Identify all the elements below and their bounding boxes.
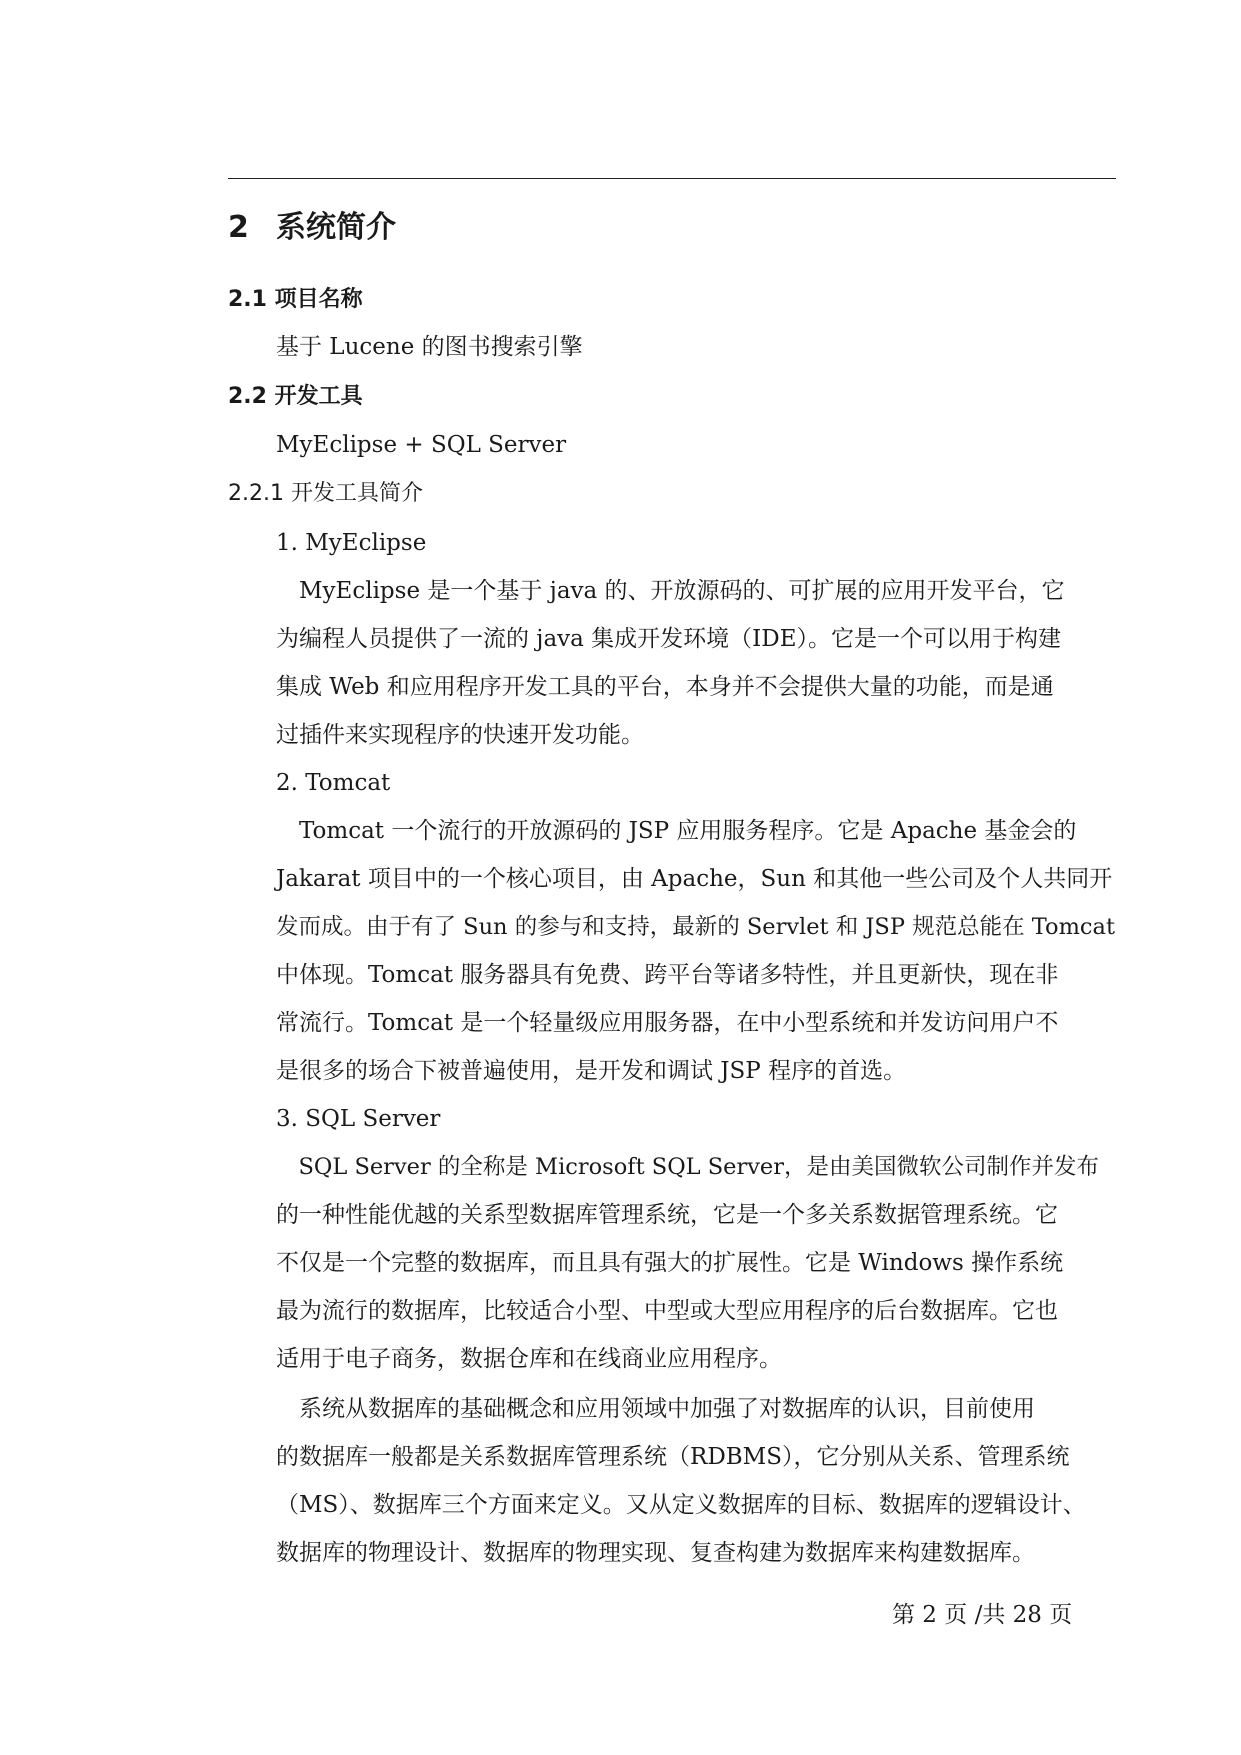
paragraph-line: 过插件来实现程序的快速开发功能。 <box>276 722 644 748</box>
paragraph-line: 为编程人员提供了一流的 java 集成开发环境（IDE）。它是一个可以用于构建 <box>276 626 1061 652</box>
item-title-sqlserver: 3. SQL Server <box>276 1106 441 1132</box>
paragraph-line: MyEclipse 是一个基于 java 的、开放源码的、可扩展的应用开发平台，它 <box>276 578 1065 604</box>
paragraph-line: 发而成。由于有了 Sun 的参与和支持，最新的 Servlet 和 JSP 规范总能在 Tomcat <box>276 914 1115 940</box>
paragraph-line: 不仅是一个完整的数据库，而且具有强大的扩展性。它是 Windows 操作系统 <box>276 1250 1064 1276</box>
paragraph-line: 最为流行的数据库，比较适合小型、中型或大型应用程序的后台数据库。它也 <box>276 1298 1058 1324</box>
section-heading <box>228 206 396 250</box>
item-title-tomcat: 2. Tomcat <box>276 770 391 796</box>
paragraph-line: 的数据库一般都是关系数据库管理系统（RDBMS），它分别从关系、管理系统 <box>276 1444 1070 1470</box>
paragraph-line: 的一种性能优越的关系型数据库管理系统，它是一个多关系数据管理系统。它 <box>276 1202 1058 1228</box>
paragraph-line: 中体现。Tomcat 服务器具有免费、跨平台等诸多特性，并且更新快，现在非 <box>276 962 1059 988</box>
subsection-heading-2-1: 2.1 项目名称 <box>228 287 363 312</box>
paragraph-line: （MS）、数据库三个方面来定义。又从定义数据库的目标、数据库的逻辑设计、 <box>276 1492 1086 1518</box>
header-rule <box>228 178 1116 179</box>
subsection-heading-2-2-1: 2.2.1 开发工具简介 <box>228 481 423 506</box>
paragraph-line: 适用于电子商务，数据仓库和在线商业应用程序。 <box>276 1346 782 1372</box>
paragraph-line: 集成 Web 和应用程序开发工具的平台，本身并不会提供大量的功能，而是通 <box>276 674 1054 700</box>
paragraph-line: Jakarat 项目中的一个核心项目，由 Apache，Sun 和其他一些公司及个人共同开 <box>276 866 1113 892</box>
subsection-heading-2-2: 2.2 开发工具 <box>228 384 363 409</box>
dev-tools-text: MyEclipse + SQL Server <box>276 432 567 458</box>
project-name-text: 基于 Lucene 的图书搜索引擎 <box>276 334 583 360</box>
item-title-myeclipse: 1. MyEclipse <box>276 530 427 556</box>
paragraph-line: Tomcat 一个流行的开放源码的 JSP 应用服务程序。它是 Apache 基金会的 <box>276 818 1077 844</box>
paragraph-line: 数据库的物理设计、数据库的物理实现、复查构建为数据库来构建数据库。 <box>276 1540 1035 1566</box>
section-number: 2 <box>228 210 249 245</box>
paragraph-line: 是很多的场合下被普遍使用，是开发和调试 JSP 程序的首选。 <box>276 1058 907 1084</box>
paragraph-line: SQL Server 的全称是 Microsoft SQL Server，是由美国微软公司制作并发布 <box>276 1154 1099 1180</box>
section-title: 系统简介 <box>276 210 396 245</box>
page-number: 第 2 页 /共 28 页 <box>892 1602 1073 1628</box>
paragraph-line: 系统从数据库的基础概念和应用领域中加强了对数据库的认识，目前使用 <box>276 1396 1035 1422</box>
paragraph-line: 常流行。Tomcat 是一个轻量级应用服务器，在中小型系统和并发访问用户不 <box>276 1010 1059 1036</box>
